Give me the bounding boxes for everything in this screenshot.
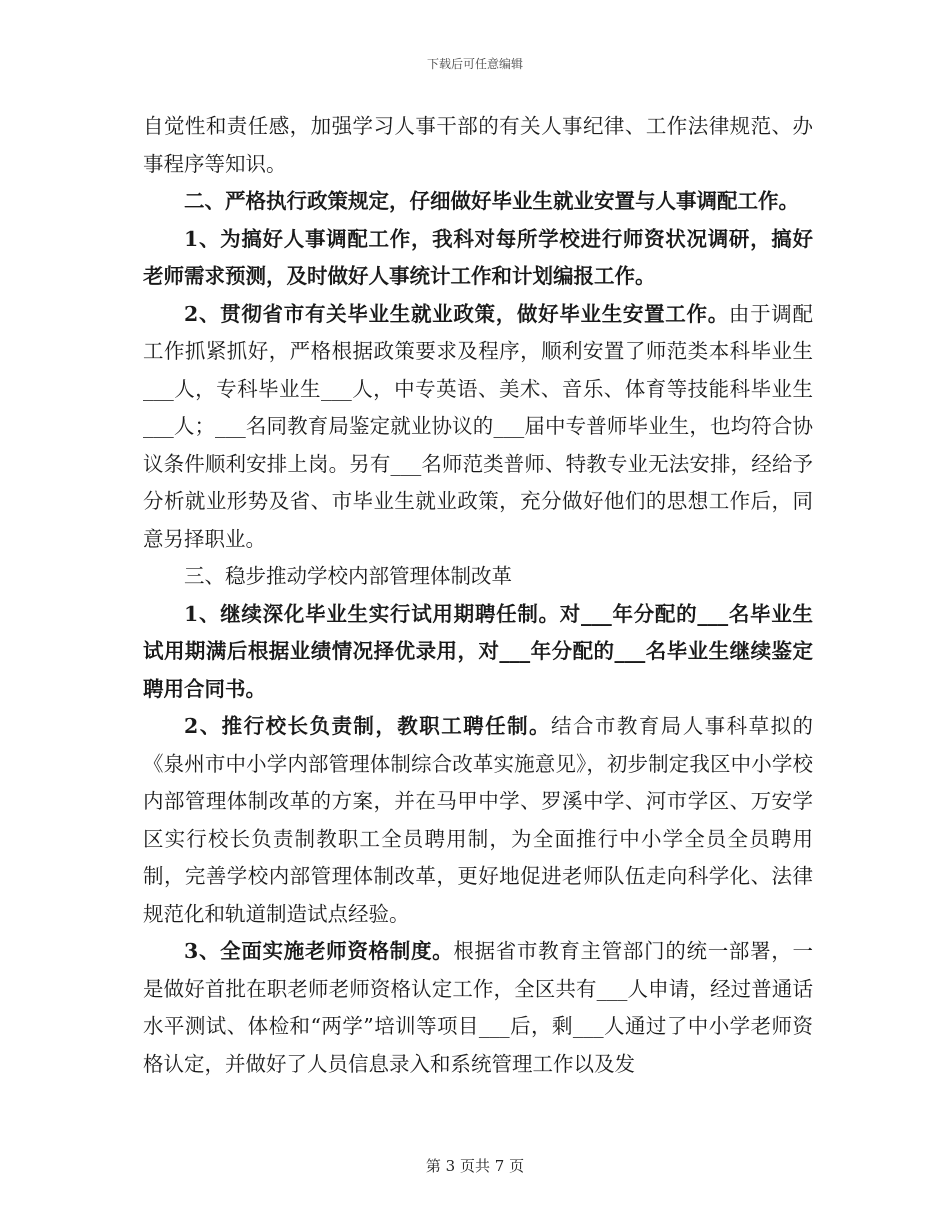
paragraph-continuation bbox=[143, 108, 813, 183]
section-heading-2 bbox=[143, 183, 813, 221]
paragraph-text: 自觉性和责任感，加强学习人事干部的有关人事纪律、工作法律规范、办事程序等知识。 bbox=[143, 114, 813, 176]
item-lead-text: 1、继续深化毕业生实行试用期聘任制。对___年分配的___名毕业生试用期满后根据业绩情况择优录用，对___年分配的___名毕业生继续鉴定聘用合同书。 bbox=[143, 601, 813, 701]
item-body-text: 由于调配工作抓紧抓好，严格根据政策要求及程序，顺利安置了师范类本科毕业生___人，专科毕业生___人，中专英语、美术、音乐、体育等技能科毕业生___人；___名同教育局鉴定就业协议的___届中专普师毕业生，也均符合协议条件顺利安排上岗。另有___名师范类普师、特教专业无法安排，经给予分析就业形势及省、市毕业生就业政策，充分做好他们的思想工作后，同意另择职业。 bbox=[143, 301, 813, 551]
item-lead-text: 2、贯彻省市有关毕业生就业政策，做好毕业生安置工作。 bbox=[184, 301, 729, 326]
section-heading-3 bbox=[143, 558, 813, 596]
item-lead-text: 1、为搞好人事调配工作，我科对每所学校进行师资状况调研，搞好老师需求预测，及时做好人事统计工作和计划编报工作。 bbox=[143, 226, 813, 288]
item-2-1 bbox=[143, 221, 813, 296]
section-heading-text: 二、严格执行政策规定，仔细做好毕业生就业安置与人事调配工作。 bbox=[184, 189, 799, 213]
page-header: 下载后可任意编辑 bbox=[426, 57, 523, 71]
item-3-3 bbox=[143, 933, 813, 1083]
document-body bbox=[143, 108, 813, 1083]
item-lead-text: 3、全面实施老师资格制度。 bbox=[184, 939, 454, 963]
item-3-2 bbox=[143, 708, 813, 933]
section-heading-text: 三、稳步推动学校内部管理体制改革 bbox=[184, 564, 512, 588]
item-lead-text: 2、推行校长负责制，教职工聘任制。 bbox=[184, 714, 551, 738]
item-body-text: 根据省市教育主管部门的统一部署，一是做好首批在职老师老师资格认定工作，全区共有___人申请，经过普通话水平测试、体检和“两学”培训等项目___后，剩___人通过了中小学老师资格认定，并做好了人员信息录入和系统管理工作以及发 bbox=[143, 939, 814, 1076]
page-footer: 第 3 页共 7 页 bbox=[425, 1157, 525, 1175]
item-2-2 bbox=[143, 296, 813, 559]
item-3-1 bbox=[143, 596, 813, 709]
item-body-text: 结合市教育局人事科草拟的《泉州市中小学内部管理体制综合改革实施意见》，初步制定我区中小学校内部管理体制改革的方案，并在马甲中学、罗溪中学、河市学区、万安学区实行校长负责制教职工全员聘用制，为全面推行中小学全员全员聘用制，完善学校内部管理体制改革，更好地促进老师队伍走向科学化、法律规范化和轨道制造试点经验。 bbox=[143, 714, 814, 926]
